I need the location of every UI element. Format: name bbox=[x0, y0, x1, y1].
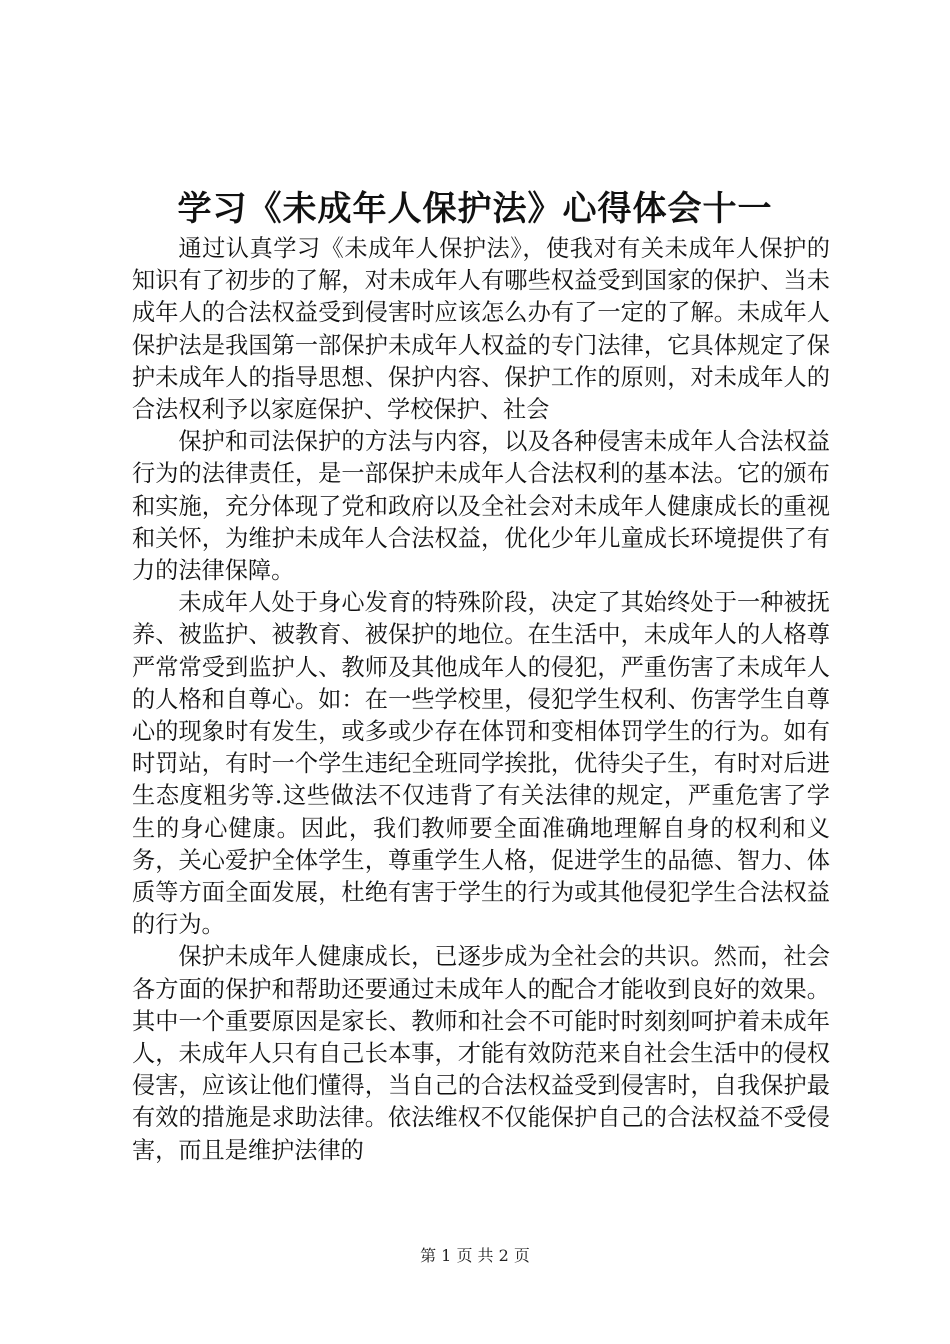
document-body bbox=[132, 233, 830, 1167]
paragraph-2: 保护和司法保护的方法与内容，以及各种侵害未成年人合法权益行为的法律责任，是一部保护未成年人合法权利的基本法。它的颁布和实施，充分体现了党和政府以及全社会对未成年人健康成长的重视和关怀，为维护未成年人合法权益，优化少年儿童成长环境提供了有力的法律保障。 bbox=[132, 428, 830, 585]
document-title: 学习《未成年人保护法》心得体会十一 bbox=[177, 189, 773, 229]
page-number-footer: 第 1 页 共 2 页 bbox=[420, 1246, 530, 1265]
paragraph-1: 通过认真学习《未成年人保护法》，使我对有关未成年人保护的知识有了初步的了解，对未成年人有哪些权益受到国家的保护、当未成年人的合法权益受到侵害时应该怎么办有了一定的了解。未成年人保护法是我国第一部保护未成年人权益的专门法律，它具体规定了保护未成年人的指导思想、保护内容、保护工作的原则，对未成年人的合法权利予以家庭保护、学校保护、社会 bbox=[132, 235, 830, 424]
paragraph-3: 未成年人处于身心发育的特殊阶段，决定了其始终处于一种被抚养、被监护、被教育、被保护的地位。在生活中，未成年人的人格尊严常常受到监护人、教师及其他成年人的侵犯，严重伤害了未成年人的人格和自尊心。如：在一些学校里，侵犯学生权利、伤害学生自尊心的现象时有发生，或多或少存在体罚和变相体罚学生的行为。如有时罚站，有时一个学生违纪全班同学挨批，优待尖子生，有时对后进生态度粗劣等.这些做法不仅违背了有关法律的规定，严重危害了学生的身心健康。因此，我们教师要全面准确地理解自身的权利和义务，关心爱护全体学生，尊重学生人格，促进学生的品德、智力、体质等方面全面发展，杜绝有害于学生的行为或其他侵犯学生合法权益的行为。 bbox=[132, 589, 830, 939]
paragraph-4: 保护未成年人健康成长，已逐步成为全社会的共识。然而，社会各方面的保护和帮助还要通过未成年人的配合才能收到良好的效果。其中一个重要原因是家长、教师和社会不可能时时刻刻呵护着未成年人，未成年人只有自己长本事，才能有效防范来自社会生活中的侵权侵害，应该让他们懂得，当自己的合法权益受到侵害时，自我保护最有效的措施是求助法律。依法维权不仅能保护自己的合法权益不受侵害，而且是维护法律的 bbox=[132, 943, 830, 1164]
